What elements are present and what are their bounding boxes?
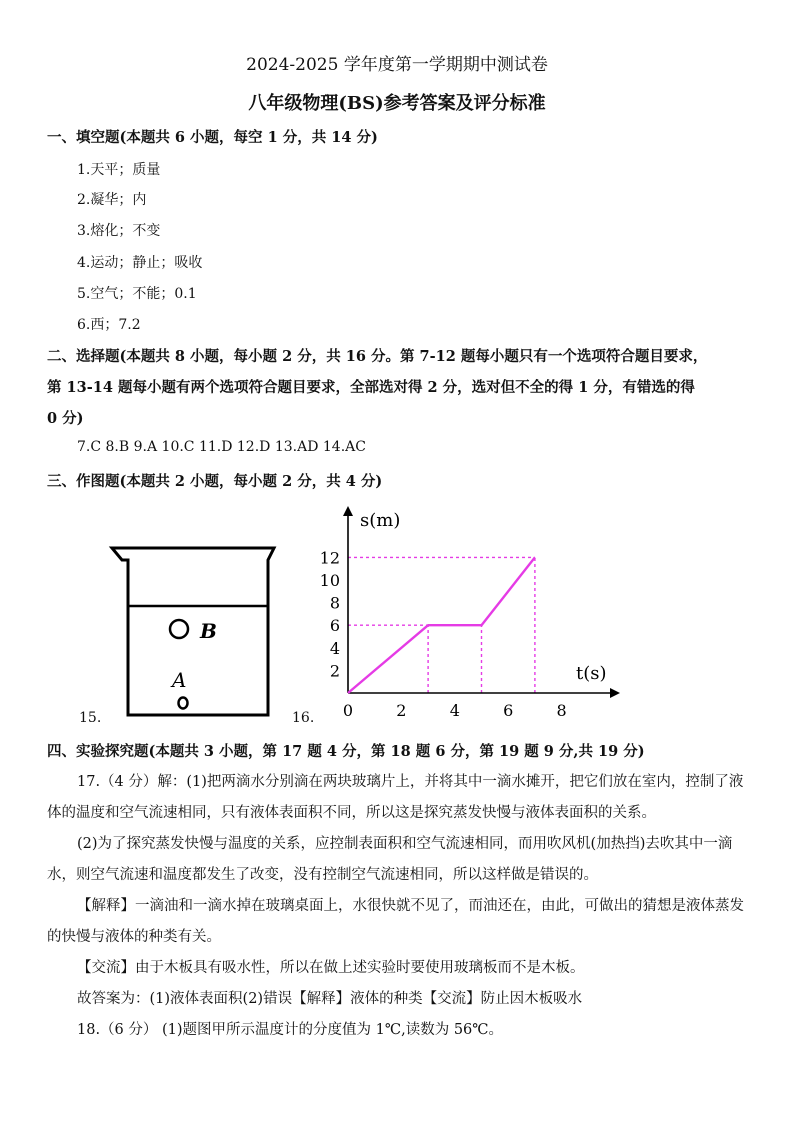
chart-tick-labels (320, 548, 567, 720)
section-3-heading: 三、作图题(本题共 2 小题，每小题 2 分，共 4 分) (47, 473, 383, 490)
answer-item: 2.凝华；内 (77, 192, 147, 208)
ball-b (170, 620, 188, 638)
x-axis-label: t(s) (576, 663, 607, 684)
x-tick-label: 8 (556, 701, 567, 720)
q17-paragraph-4: 【交流】由于木板具有吸水性，所以在做上述实验时要使用玻璃板而不是木板。 (77, 960, 585, 976)
q17-body (47, 767, 747, 1046)
q18-paragraph-1: 18.（6 分） (1)题图甲所示温度计的分度值为 1℃,读数为 56℃。 (77, 1022, 503, 1038)
q17-paragraph-2: (2)为了探究蒸发快慢与温度的关系，应控制表面积和空气流速相同，而用吹风机(加热挡)去吹其中一滴水，则空气流速和温度都发生了改变，没有控制空气流速相同，所以这样做是错误的。 (47, 836, 733, 883)
answer-item: 5.空气；不能；0.1 (77, 286, 197, 302)
section-2-heading-line1: 二、选择题(本题共 8 小题，每小题 2 分，共 16 分。第 7-12 题每小题只有一个选项符合题目要求， (47, 348, 708, 365)
answer-item: 4.运动；静止；吸收 (77, 255, 203, 271)
x-tick-label: 0 (342, 701, 354, 720)
x-tick-label: 4 (449, 701, 460, 720)
q17-paragraph-3: 【解释】一滴油和一滴水掉在玻璃桌面上，水很快就不见了，而油还在，由此，可做出的猜想是液体蒸发的快慢与液体的种类有关。 (47, 898, 744, 945)
answer-item: 3.熔化；不变 (77, 223, 161, 239)
y-axis-label: s(m) (360, 510, 401, 531)
ball-a (179, 698, 188, 709)
page-title: 2024-2025 学年度第一学期期中测试卷 (246, 55, 548, 75)
q17-answer-summary: 故答案为：(1)液体表面积(2)错误【解释】液体的种类【交流】防止因木板吸水 (77, 991, 583, 1007)
figure-15-label: 15. (79, 710, 102, 726)
figure-16-label: 16. (292, 710, 315, 726)
x-tick-label: 6 (503, 701, 514, 720)
answer-item: 1.天平；质量 (77, 162, 161, 178)
q17-paragraph-1: 17.（4 分）解：(1)把两滴水分别滴在两块玻璃片上，并将其中一滴水摊开，把它们放在室内，控制了液体的温度和空气流速相同，只有液体表面积不同，所以这是探究蒸发快慢与液体表面积的关系。 (47, 774, 744, 821)
x-tick-label: 2 (396, 701, 407, 720)
x-axis-arrow (610, 688, 620, 698)
y-tick-label: 10 (319, 571, 340, 590)
y-tick-label: 4 (329, 638, 340, 658)
choice-answers: 7.C 8.B 9.A 10.C 11.D 12.D 13.AD 14.AC (77, 439, 366, 455)
beaker-diagram (100, 540, 300, 725)
y-tick-label: 6 (329, 616, 340, 636)
y-tick-label: 12 (319, 548, 340, 568)
beaker-outline (112, 548, 274, 715)
answer-item: 6.西；7.2 (77, 317, 141, 333)
y-axis-arrow (343, 506, 353, 516)
series-line (348, 557, 535, 693)
section-2-heading-line3: 0 分) (47, 410, 84, 427)
label-b: B (200, 619, 217, 643)
section-1-heading: 一、填空题(本题共 6 小题，每空 1 分，共 14 分) (47, 129, 378, 146)
section-2-heading-line2: 第 13-14 题每小题有两个选项符合题目要求，全部选对得 2 分，选对但不全的得 1 分，有错选的得 (47, 379, 695, 396)
chart-series (348, 557, 535, 693)
page-subtitle: 八年级物理(BS)参考答案及评分标准 (248, 93, 546, 114)
s-t-chart (310, 500, 630, 725)
section-4-heading: 四、实验探究题(本题共 3 小题，第 17 题 4 分，第 18 题 6 分，第 19 题 9 分,共 19 分) (47, 743, 645, 760)
y-tick-label: 2 (329, 661, 340, 681)
y-tick-label: 8 (329, 593, 340, 613)
label-a: A (172, 668, 187, 692)
